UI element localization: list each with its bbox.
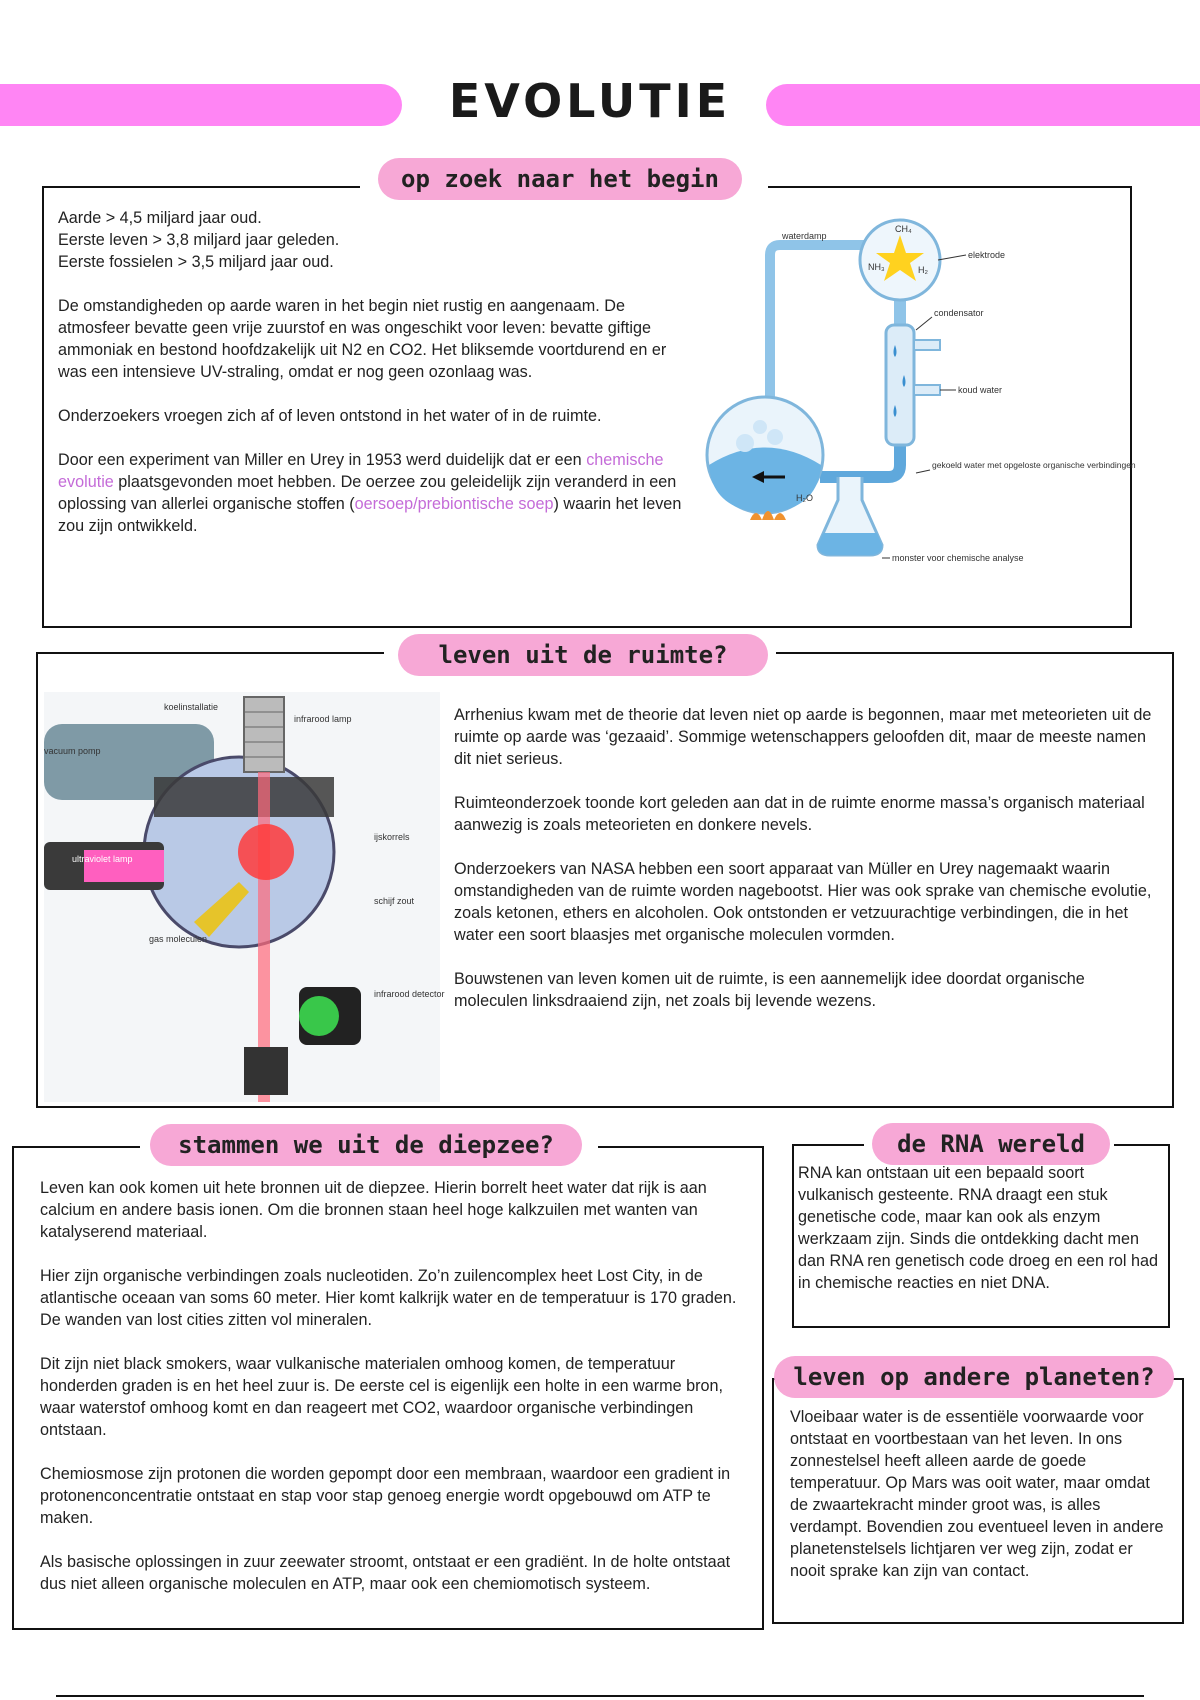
begin-paragraph-1: De omstandigheden op aarde waren in het begin niet rustig en aangenaam. De atmosfeer bevatte geen vrije zuurstof en was ongeschikt voor leven: bevatte giftige ammoniak en bestond hoofdzakelijk uit N2 en CO2. Het bliksemde voortdurend en er was een intensieve UV-straling, omdat er nog geen ozonlaag was. [58, 297, 667, 381]
section-space-text [454, 704, 1160, 1012]
label-schijf-zout: schijf zout [374, 896, 415, 906]
nasa-apparatus-diagram [44, 692, 445, 1102]
space-paragraph-3: Onderzoekers van NASA hebben een soort apparaat van Müller en Urey nagemaakt waarin omstandigheden van de ruimte worden nagebootst. Hier was ook sprake van chemische evolutie, zoals ketonen, ethers en alcoholen. Ook ontstonden er vetzuurachtige verbindingen, die in het water een soort blaasjes met organische moleculen vormden. [454, 860, 1152, 944]
section-begin-text [58, 207, 698, 537]
section-deepsea-heading: stammen we uit de diepzee? [150, 1124, 582, 1166]
rna-paragraph: RNA kan ontstaan uit een bepaald soort vulkanisch gesteente. RNA draagt een stuk genetische code, maar kan ook als enzym werkzaam zijn. Sinds die ontdekking dacht men dan RNA ren genetisch code droeg en een rol had in chemische reacties en niet DNA. [798, 1164, 1158, 1292]
title-bar-right [766, 84, 1200, 126]
label-monster: monster voor chemische analyse [892, 553, 1024, 563]
deepsea-paragraph-3: Dit zijn niet black smokers, waar vulkanische materialen omhoog komen, de temperatuur honderden graden is en het heel zuur is. De eerste cel is eigenlijk een holte in een warme bron, waar waterstof omhoog komt en dan reageert met CO2, waardoor organische verbindingen ontstaan. [40, 1355, 723, 1439]
label-ijskorrels: ijskorrels [374, 832, 410, 842]
fact-1: Aarde > 4,5 miljard jaar oud. [58, 209, 262, 227]
space-paragraph-4: Bouwstenen van leven komen uit de ruimte, is een aannemelijk idee doordat organische moleculen linksdraaiend zijn, net zoals bij levende wezens. [454, 970, 1085, 1010]
facts-list [58, 207, 698, 273]
label-gekoeld: gekoeld water met opgeloste organische verbindingen [932, 460, 1136, 470]
section-deepsea-text [40, 1177, 744, 1595]
label-ch4: CH₄ [895, 224, 912, 234]
term-chemische-evolutie: chemische evolutie [58, 451, 664, 491]
planets-paragraph: Vloeibaar water is de essentiële voorwaarde voor ontstaat en voortbestaan van het leven. In ons zonnestelsel heeft alleen aarde de goede temperatuur. Op Mars was ooit water, maar omdat de zwaartekracht minder groot was, is alles verdampt. Bovendien zou eventueel leven in andere planetenstelsels lichtjaren ver weg zijn, zodat er nooit sprake kan zijn van contact. [790, 1408, 1164, 1580]
bottom-divider [56, 1695, 1144, 1697]
label-condensator: condensator [934, 308, 984, 318]
label-infrarood-detector: infrarood detector [374, 989, 445, 999]
fact-3: Eerste fossielen > 3,5 miljard jaar oud. [58, 253, 334, 271]
deepsea-paragraph-4: Chemiosmose zijn protonen die worden gepompt door een membraan, waardoor een gradient in protonenconcentratie ontstaat en stap voor stap genoeg energie wordt opgebouwd om ATP te maken. [40, 1465, 731, 1527]
section-planets-heading: leven op andere planeten? [774, 1356, 1174, 1398]
label-infrarood-lamp: infrarood lamp [294, 714, 352, 724]
label-ultraviolet-lamp: ultraviolet lamp [72, 854, 133, 864]
space-paragraph-1: Arrhenius kwam met de theorie dat leven niet op aarde is begonnen, maar met meteorieten uit de ruimte op aarde was ‘gezaaid’. Sommige wetenschappers geloofden dit, maar de meeste namen dit niet serieus. [454, 706, 1152, 768]
section-space-heading: leven uit de ruimte? [398, 634, 768, 676]
title-bar-left [0, 84, 402, 126]
label-gas-moleculen: gas moleculen [149, 934, 208, 944]
label-elektrode: elektrode [968, 250, 1006, 260]
section-rna-text [798, 1162, 1164, 1294]
label-h2o: H₂O [796, 493, 813, 503]
deepsea-paragraph-5: Als basische oplossingen in zuur zeewater stroomt, ontstaat er een gradiënt. In de holte ontstaat dus niet alleen organische moleculen en ATP, maar ook een chemiomotisch systeem. [40, 1553, 731, 1593]
label-h2: H₂ [918, 265, 928, 275]
section-planets-text [790, 1406, 1168, 1582]
space-paragraph-2: Ruimteonderzoek toonde kort geleden aan dat in de ruimte enorme massa’s organisch materiaal aanwezig is zoals meteorieten en donkere nevels. [454, 794, 1145, 834]
label-waterdamp: waterdamp [782, 231, 827, 241]
miller-urey-diagram [690, 215, 1136, 575]
page-title: EVOLUTIE [448, 74, 732, 128]
label-nh3: NH₃ [868, 262, 885, 272]
label-koelinstallatie: koelinstallatie [164, 702, 219, 712]
fact-2: Eerste leven > 3,8 miljard jaar geleden. [58, 231, 340, 249]
label-vacuum-pomp: vacuum pomp [44, 746, 101, 756]
term-oersoep: oersoep/prebiontische soep [354, 495, 554, 513]
deepsea-paragraph-2: Hier zijn organische verbindingen zoals nucleotiden. Zo’n zuilencomplex heet Lost City, in de atlantische oceaan van soms 60 meter. Hier komt kalkrijk water en de temperatuur is 170 graden. De wanden van lost cities zitten vol mineralen. [40, 1267, 737, 1329]
begin-paragraph-3: Door een experiment van Miller en Urey in 1953 werd duidelijk dat er een chemische evolutie plaatsgevonden moet hebben. De oerzee zou geleidelijk zijn veranderd in een oplossing van allerlei organische stoffen (oersoep/prebiontische soep) waarin het leven zou zijn ontwikkeld. [58, 451, 682, 535]
begin-paragraph-2: Onderzoekers vroegen zich af of leven ontstond in het water of in de ruimte. [58, 407, 602, 425]
section-begin-heading: op zoek naar het begin [378, 158, 742, 200]
section-rna-heading: de RNA wereld [872, 1123, 1110, 1165]
deepsea-paragraph-1: Leven kan ook komen uit hete bronnen uit de diepzee. Hierin borrelt heet water dat rijk is aan calcium en andere basis ionen. Om die bronnen staan heel hoge kalkzuilen met wanten van katalyserend materiaal. [40, 1179, 707, 1241]
label-koud-water: koud water [958, 385, 1003, 395]
